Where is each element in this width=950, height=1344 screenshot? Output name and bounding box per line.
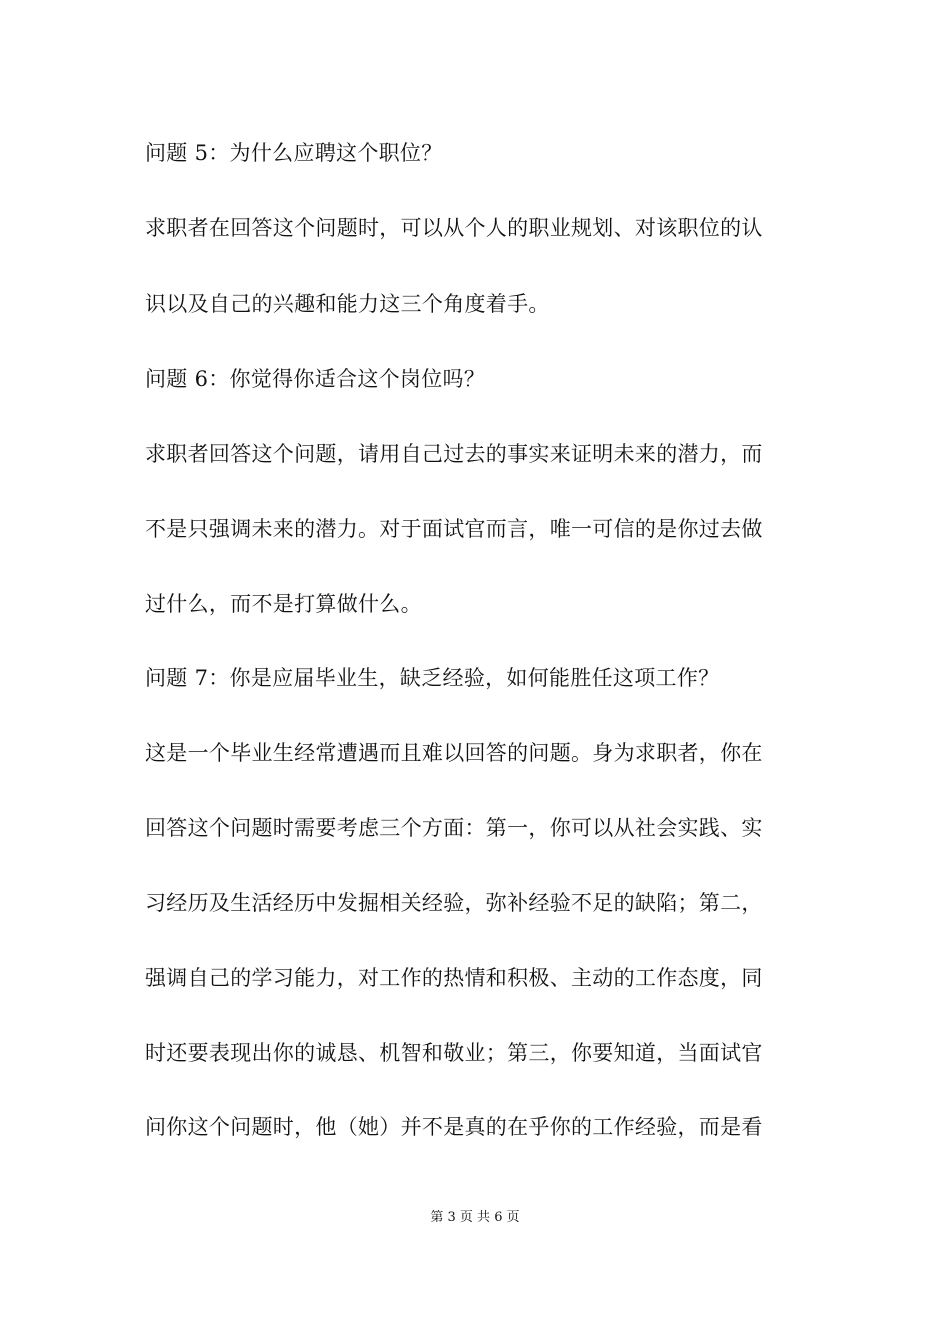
paragraph-line: 识以及自己的兴趣和能力这三个角度着手。 (145, 292, 550, 316)
paragraph-line: 问你这个问题时，他（她）并不是真的在乎你的工作经验，而是看 (145, 1115, 763, 1139)
paragraph-line: 强调自己的学习能力，对工作的热情和积极、主动的工作态度，同 (145, 966, 763, 990)
heading-question-6: 问题 6：你觉得你适合这个岗位吗？ (145, 367, 486, 391)
heading-question-5: 问题 5：为什么应聘这个职位？ (145, 141, 443, 165)
paragraph-line: 求职者回答这个问题，请用自己过去的事实来证明未来的潜力，而 (145, 442, 763, 466)
paragraph-line: 时还要表现出你的诚恳、机智和敬业；第三，你要知道，当面试官 (145, 1041, 763, 1065)
heading-question-7: 问题 7：你是应届毕业生，缺乏经验，如何能胜任这项工作？ (145, 666, 720, 690)
paragraph-line: 回答这个问题时需要考虑三个方面：第一，你可以从社会实践、实 (145, 816, 763, 840)
paragraph-line: 不是只强调未来的潜力。对于面试官而言，唯一可信的是你过去做 (145, 517, 763, 541)
paragraph-line: 这是一个毕业生经常遭遇而且难以回答的问题。身为求职者，你在 (145, 741, 763, 765)
page-number-footer: 第 3 页 共 6 页 (430, 1210, 520, 1225)
paragraph-line: 过什么，而不是打算做什么。 (145, 592, 422, 616)
paragraph-line: 习经历及生活经历中发掘相关经验，弥补经验不足的缺陷；第二， (145, 891, 763, 915)
paragraph-line: 求职者在回答这个问题时，可以从个人的职业规划、对该职位的认 (145, 216, 763, 240)
